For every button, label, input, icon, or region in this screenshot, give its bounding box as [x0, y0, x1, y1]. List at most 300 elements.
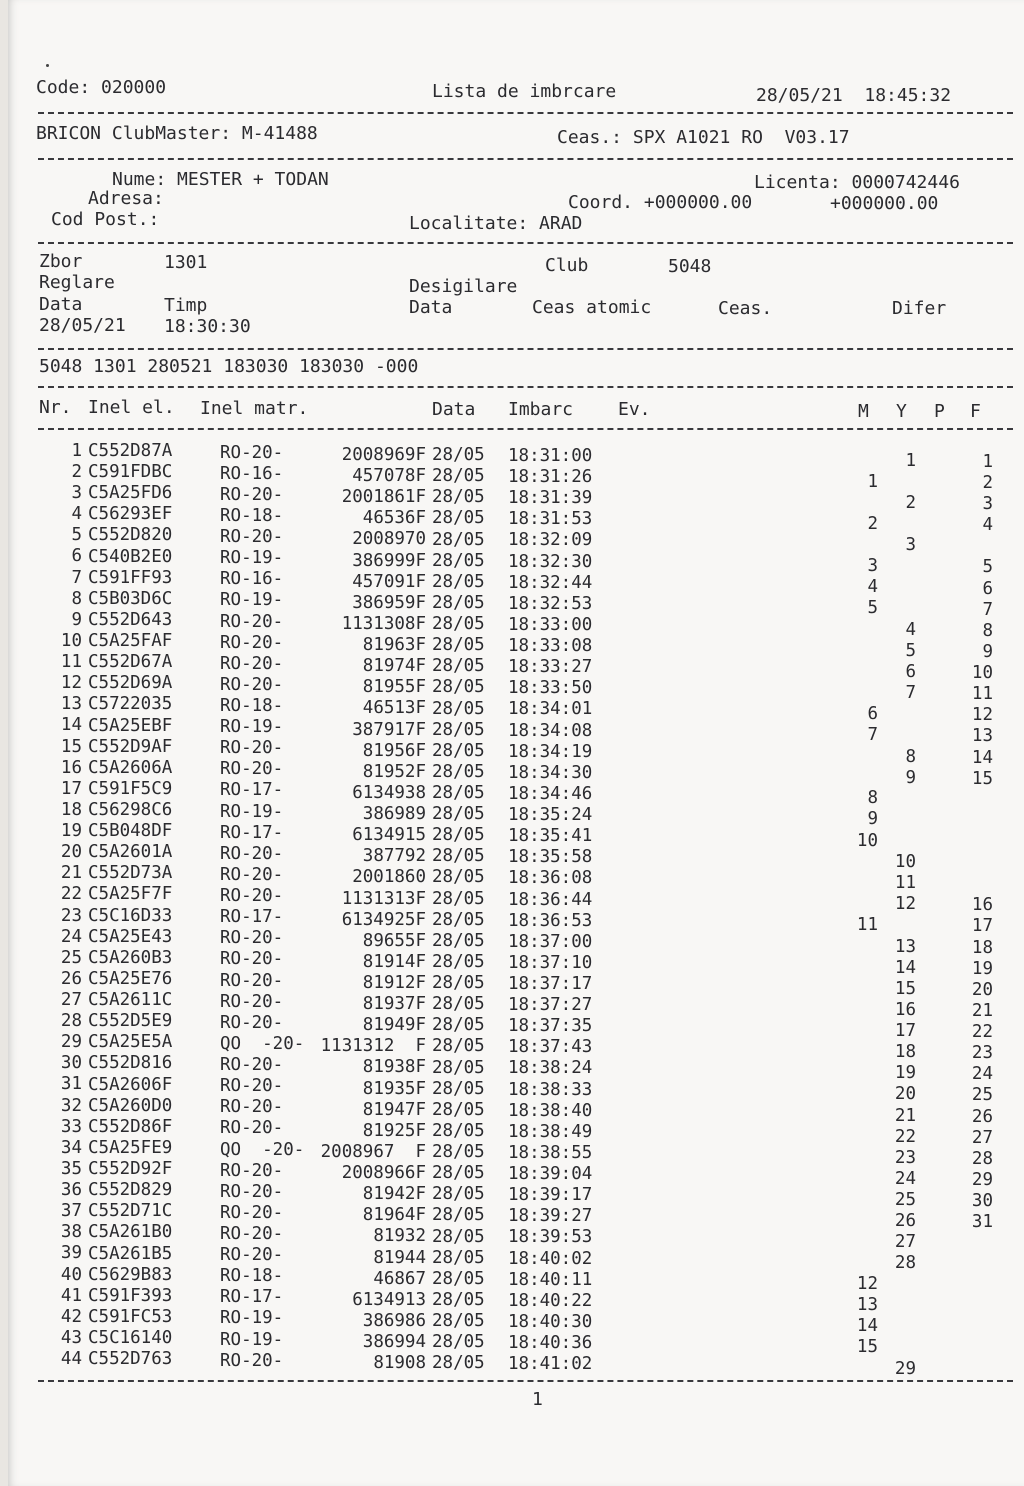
page-number: 1 [532, 1389, 543, 1410]
ring-number: 6134915 [352, 825, 426, 846]
electronic-ring: C5A2606F [88, 1074, 173, 1095]
col-y: Y [896, 401, 907, 422]
electronic-ring: C591FDBC [88, 462, 173, 483]
arrival-date: 28/05 [432, 719, 485, 740]
electronic-ring: C56298C6 [88, 800, 173, 820]
arrival-date: 28/05 [432, 592, 485, 613]
setting-time: 18:30:30 [164, 316, 251, 337]
col-f-value: 31 [971, 1212, 993, 1233]
ring-prefix: RO-18- [220, 505, 284, 526]
ring-prefix: RO-16- [220, 569, 284, 590]
ring-number: 81912F [362, 973, 426, 994]
col-f-value: 10 [971, 663, 993, 684]
col-y-value: 19 [894, 1063, 916, 1084]
arrival-date: 28/05 [432, 973, 485, 994]
printout-page [8, 0, 1024, 1486]
row-number: 31 [60, 1074, 82, 1095]
arrival-time: 18:34:08 [508, 720, 593, 741]
ring-prefix: RO-19- [220, 590, 284, 611]
ring-prefix: RO-20- [220, 1181, 284, 1202]
row-number: 38 [60, 1222, 82, 1243]
arrival-time: 18:39:27 [508, 1206, 593, 1227]
row-number: 4 [71, 504, 82, 525]
ring-prefix: RO-20- [220, 611, 284, 632]
divider [38, 386, 1013, 388]
ring-number: 81947F [362, 1099, 426, 1120]
ring-number: 1131312 F [320, 1036, 426, 1057]
electronic-ring: C5A260D0 [88, 1095, 173, 1116]
col-f-value: 4 [982, 515, 993, 536]
row-number: 21 [60, 863, 82, 884]
arrival-date: 28/05 [432, 1120, 485, 1141]
arrival-time: 18:37:17 [508, 974, 593, 994]
col-y-value: 2 [905, 493, 916, 514]
electronic-ring: C552D829 [88, 1180, 173, 1201]
ring-prefix: RO-20- [220, 949, 284, 970]
row-number: 42 [60, 1306, 82, 1327]
col-f-value: 27 [971, 1127, 993, 1148]
ring-number: 386989 [362, 804, 426, 825]
ring-number: 81944 [373, 1247, 426, 1268]
col-f-value: 26 [971, 1106, 993, 1127]
arrival-time: 18:35:24 [508, 805, 593, 826]
arrival-date: 28/05 [432, 571, 485, 592]
ring-prefix: RO-18- [220, 1266, 284, 1287]
arrival-time: 18:32:44 [508, 572, 593, 593]
row-number: 17 [60, 778, 82, 799]
ring-prefix: RO-18- [220, 695, 284, 716]
row-number: 23 [60, 905, 82, 926]
arrival-date: 28/05 [432, 1099, 485, 1120]
ring-number: 2008966F [341, 1163, 426, 1184]
divider [38, 348, 1013, 350]
electronic-ring: C5B048DF [88, 821, 173, 842]
col-y-value: 4 [905, 619, 916, 640]
electronic-ring: C552D763 [88, 1349, 173, 1370]
arrival-time: 18:33:50 [508, 678, 593, 699]
electronic-ring: C552D5E9 [88, 1011, 173, 1032]
row-number: 32 [60, 1095, 82, 1116]
row-number: 3 [71, 483, 82, 504]
arrival-date: 28/05 [432, 1205, 485, 1226]
ring-prefix: RO-20- [220, 1350, 284, 1371]
arrival-time: 18:39:53 [508, 1227, 593, 1248]
arrival-time: 18:37:43 [508, 1037, 593, 1058]
electronic-ring: C5A25EBF [88, 715, 173, 736]
difference-label: Difer [892, 298, 947, 319]
col-m-value: 4 [867, 577, 878, 598]
ring-number: 2001861F [341, 487, 426, 508]
electronic-ring: C540B2E0 [88, 546, 173, 567]
electronic-ring: C552D67A [88, 652, 173, 673]
arrival-time: 18:33:27 [508, 657, 593, 678]
ring-prefix: RO-20- [220, 738, 284, 759]
col-data: Data [432, 399, 476, 420]
ring-number: 1131308F [341, 613, 426, 634]
arrival-time: 18:40:11 [508, 1269, 593, 1290]
ring-number: 46867 [373, 1268, 426, 1289]
arrival-date: 28/05 [432, 909, 485, 930]
paper-mark [46, 64, 49, 67]
col-m-value: 8 [867, 788, 878, 809]
ring-number: 46513F [362, 698, 426, 719]
ring-prefix: RO-20- [220, 674, 284, 695]
arrival-time: 18:40:22 [508, 1290, 593, 1311]
ring-number: 386994 [362, 1332, 426, 1353]
col-imbarc: Imbarc [508, 399, 574, 420]
col-m-value: 13 [856, 1295, 878, 1316]
arrival-date: 28/05 [432, 1332, 485, 1353]
arrival-time: 18:32:09 [508, 530, 593, 551]
arrival-time: 18:38:33 [508, 1079, 593, 1100]
ring-number: 81974F [362, 656, 426, 677]
arrival-date: 28/05 [432, 1247, 485, 1268]
arrival-date: 28/05 [432, 614, 485, 635]
col-m-value: 7 [867, 725, 878, 745]
time-label: Timp [164, 295, 208, 316]
electronic-ring: C591FF93 [88, 567, 173, 588]
arrival-time: 18:41:02 [508, 1354, 593, 1375]
electronic-ring: C5A2611C [88, 990, 173, 1011]
col-f-value: 24 [971, 1064, 993, 1085]
ring-number: 81938F [362, 1057, 426, 1078]
arrival-time: 18:33:08 [508, 636, 593, 657]
col-y-value: 29 [894, 1359, 916, 1380]
ring-number: 46536F [362, 508, 426, 529]
col-f-value: 30 [971, 1191, 993, 1212]
arrival-time: 18:36:08 [508, 868, 593, 889]
ring-prefix: RO-20- [220, 632, 284, 653]
col-y-value: 20 [894, 1084, 916, 1105]
col-f-value: 15 [971, 768, 993, 789]
ring-number: 386986 [362, 1310, 426, 1331]
row-number: 9 [71, 609, 82, 630]
arrival-date: 28/05 [432, 846, 485, 867]
col-y-value: 17 [894, 1021, 916, 1042]
arrival-date: 28/05 [432, 951, 485, 972]
electronic-ring: C5629B83 [88, 1264, 173, 1285]
arrival-date: 28/05 [432, 1057, 485, 1078]
arrival-date: 28/05 [432, 677, 485, 698]
ring-number: 81908 [373, 1353, 426, 1374]
unsealing-date-label: Data [409, 297, 453, 318]
ring-number: 386959F [352, 592, 426, 613]
arrival-date: 28/05 [432, 466, 485, 487]
code-label: Code: 020000 [36, 77, 167, 98]
row-number: 11 [60, 652, 82, 673]
ring-number: 81937F [362, 994, 426, 1015]
atomic-clock-label: Ceas atomic [532, 297, 652, 318]
col-nr: Nr. [39, 397, 72, 418]
row-number: 12 [60, 673, 82, 694]
ring-number: 387792 [362, 846, 426, 867]
arrival-time: 18:40:02 [508, 1248, 593, 1269]
club-label: Club [545, 255, 589, 276]
divider [38, 242, 1013, 244]
row-number: 13 [60, 694, 82, 715]
ring-number: 81932 [373, 1226, 426, 1247]
address-label: Adresa: [88, 188, 164, 209]
arrival-time: 18:33:00 [508, 614, 593, 635]
col-f-value: 7 [982, 599, 993, 620]
arrival-date: 28/05 [432, 1353, 485, 1374]
electronic-ring: C5B03D6C [88, 588, 173, 609]
ring-prefix: RO-20- [220, 970, 284, 991]
arrival-date: 28/05 [432, 867, 485, 888]
col-f-value: 14 [971, 747, 993, 768]
document-title: Lista de imbrcare [432, 81, 617, 102]
arrival-date: 28/05 [432, 1163, 485, 1184]
col-y-value: 25 [894, 1190, 916, 1211]
ring-prefix: RO-20- [220, 759, 284, 780]
locality: Localitate: ARAD [409, 213, 583, 234]
ring-prefix: RO-19- [220, 717, 284, 738]
ring-prefix: RO-20- [220, 1097, 284, 1118]
col-y-value: 23 [894, 1147, 916, 1168]
row-number: 7 [71, 567, 82, 588]
arrival-time: 18:32:30 [508, 551, 593, 572]
arrival-time: 18:32:53 [508, 593, 593, 614]
arrival-time: 18:31:00 [508, 446, 593, 466]
electronic-ring: C552D816 [88, 1053, 173, 1074]
ring-prefix: RO-19- [220, 1329, 284, 1350]
ring-number: 81955F [362, 677, 426, 698]
arrival-date: 28/05 [432, 994, 485, 1015]
arrival-time: 18:38:55 [508, 1142, 593, 1163]
ring-prefix: RO-17- [220, 780, 284, 801]
col-y-value: 14 [894, 957, 916, 978]
electronic-ring: C5C16140 [88, 1328, 173, 1348]
ring-number: 386999F [352, 550, 426, 571]
owner-name: Nume: MESTER + TODAN [112, 169, 329, 190]
arrival-date: 28/05 [432, 550, 485, 571]
col-m-value: 5 [867, 598, 878, 619]
electronic-ring: C5A25F7F [88, 884, 173, 905]
row-number: 44 [60, 1349, 82, 1370]
ring-prefix: RO-20- [220, 653, 284, 674]
electronic-ring: C552D643 [88, 609, 173, 630]
electronic-ring: C552D73A [88, 863, 173, 884]
col-y-value: 24 [894, 1168, 916, 1189]
col-inel-matr: Inel matr. [200, 398, 309, 419]
ring-number: 81914F [362, 951, 426, 972]
col-y-value: 27 [894, 1232, 916, 1253]
electronic-ring: C5A2601A [88, 842, 173, 863]
arrival-date: 28/05 [432, 635, 485, 656]
ring-number: 2001860 [352, 867, 426, 888]
col-y-value: 1 [905, 450, 916, 471]
ring-number: 457078F [352, 466, 426, 487]
electronic-ring: C5A25E43 [88, 926, 173, 947]
col-m-value: 12 [856, 1274, 878, 1295]
clock-label: Ceas. [718, 298, 773, 319]
ring-prefix: RO-20- [220, 484, 284, 505]
arrival-time: 18:31:53 [508, 509, 593, 530]
col-m-value: 10 [856, 830, 878, 851]
ring-prefix: RO-19- [220, 548, 284, 569]
col-m-value: 9 [867, 809, 878, 830]
arrival-time: 18:38:40 [508, 1100, 593, 1121]
arrival-time: 18:37:35 [508, 1016, 593, 1037]
arrival-date: 28/05 [432, 740, 485, 761]
col-f-value: 13 [971, 726, 993, 747]
divider [38, 158, 1013, 160]
arrival-date: 28/05 [432, 930, 485, 951]
arrival-time: 18:34:01 [508, 699, 593, 720]
ring-prefix: RO-20- [220, 864, 284, 885]
divider [38, 112, 1013, 114]
ring-number: 89655F [362, 930, 426, 951]
arrival-date: 28/05 [432, 1036, 485, 1057]
row-number: 33 [60, 1116, 82, 1137]
ring-prefix: RO-20- [220, 1223, 284, 1244]
row-number: 28 [60, 1011, 82, 1032]
ring-number: 81925F [362, 1120, 426, 1141]
arrival-time: 18:37:00 [508, 931, 593, 952]
row-number: 20 [60, 842, 82, 863]
col-m: M [858, 401, 869, 422]
arrival-date: 28/05 [432, 1226, 485, 1247]
col-y-value: 12 [894, 894, 916, 915]
row-number: 15 [60, 736, 82, 757]
row-number: 19 [60, 821, 82, 842]
arrival-date: 28/05 [432, 1142, 485, 1163]
electronic-ring: C591FC53 [88, 1306, 173, 1327]
ring-prefix: RO-20- [220, 1055, 284, 1076]
arrival-date: 28/05 [432, 783, 485, 803]
col-m-value: 3 [867, 556, 878, 577]
col-f-value: 19 [971, 958, 993, 979]
arrival-time: 18:35:58 [508, 847, 593, 868]
arrival-time: 18:38:49 [508, 1121, 593, 1142]
ring-prefix: RO-16- [220, 463, 284, 484]
row-number: 14 [60, 715, 82, 736]
row-number: 36 [60, 1180, 82, 1201]
col-m-value: 11 [856, 915, 878, 936]
col-f-value: 18 [971, 937, 993, 958]
ring-prefix: RO-20- [220, 1076, 284, 1097]
arrival-date: 28/05 [432, 761, 485, 782]
ring-prefix: RO-17- [220, 822, 284, 843]
row-number: 37 [60, 1201, 82, 1222]
col-y-value: 28 [894, 1253, 916, 1274]
col-y-value: 18 [894, 1042, 916, 1063]
col-m-value: 15 [856, 1337, 878, 1358]
col-y-value: 11 [894, 873, 916, 894]
coordinates-2: +000000.00 [830, 193, 939, 214]
col-y-value: 5 [905, 640, 916, 661]
row-number: 41 [60, 1285, 82, 1306]
clock-info: Ceas.: SPX A1021 RO V03.17 [557, 127, 850, 148]
ring-prefix: RO-17- [220, 1287, 284, 1308]
col-f-value: 11 [971, 684, 993, 705]
setting-date: 28/05/21 [39, 315, 126, 336]
arrival-date: 28/05 [432, 1015, 485, 1036]
arrival-time: 18:39:17 [508, 1185, 593, 1206]
col-m-value: 2 [867, 513, 878, 534]
divider [38, 428, 1013, 430]
col-ev: Ev. [618, 399, 651, 420]
row-number: 6 [71, 546, 82, 567]
electronic-ring: C552D87A [88, 440, 173, 461]
row-number: 27 [60, 990, 82, 1010]
col-f-value: 28 [971, 1148, 993, 1169]
ring-prefix: RO-20- [220, 1012, 284, 1033]
ring-number: 457091F [352, 571, 426, 592]
row-number: 18 [60, 799, 82, 820]
postal-code-label: Cod Post.: [51, 209, 160, 230]
col-f-value: 12 [971, 705, 993, 726]
row-number: 39 [60, 1243, 82, 1264]
electronic-ring: C552D9AF [88, 736, 173, 757]
row-number: 16 [60, 757, 82, 778]
arrival-time: 18:38:24 [508, 1058, 593, 1079]
row-number: 22 [60, 884, 82, 905]
electronic-ring: C5A261B0 [88, 1222, 173, 1243]
arrival-date: 28/05 [432, 804, 485, 825]
electronic-ring: C56293EF [88, 504, 173, 525]
col-y-value: 6 [905, 662, 916, 683]
row-number: 8 [71, 588, 82, 609]
ring-number: 81952F [362, 761, 426, 782]
coordinates: Coord. +000000.00 [568, 192, 753, 213]
arrival-date: 28/05 [432, 1184, 485, 1205]
arrival-time: 18:31:26 [508, 467, 593, 488]
divider [38, 1380, 1013, 1382]
date-label: Data [39, 294, 83, 315]
row-number: 5 [71, 525, 82, 546]
col-y-value: 9 [905, 767, 916, 788]
arrival-date: 28/05 [432, 656, 485, 677]
electronic-ring: C552D92F [88, 1159, 173, 1180]
row-number: 26 [60, 968, 82, 989]
col-f-value: 22 [971, 1022, 993, 1043]
club-number: 5048 [668, 256, 712, 277]
ring-prefix: RO-20- [220, 442, 284, 463]
row-number: 2 [71, 462, 82, 482]
ring-number: 6134938 [352, 782, 426, 803]
col-f-value: 17 [971, 916, 993, 937]
ring-prefix: RO-20- [220, 1118, 284, 1139]
ring-number: 6134913 [352, 1289, 426, 1310]
arrival-time: 18:35:41 [508, 826, 593, 847]
arrival-time: 18:34:46 [508, 783, 593, 804]
print-datetime: 28/05/21 18:45:32 [756, 85, 952, 106]
row-number: 35 [60, 1158, 82, 1179]
ring-number: 2008969F [341, 445, 426, 466]
col-y-value: 13 [894, 936, 916, 957]
ring-prefix: RO-20- [220, 1245, 284, 1266]
arrival-date: 28/05 [432, 698, 485, 719]
col-f-value: 1 [982, 451, 993, 472]
arrival-date: 28/05 [432, 1311, 485, 1331]
ring-number: 2008970 [352, 529, 426, 550]
electronic-ring: C552D86F [88, 1116, 173, 1137]
ring-number: 387917F [352, 719, 426, 740]
ring-prefix: RO-20- [220, 843, 284, 864]
electronic-ring: C5A25E5A [88, 1032, 173, 1053]
arrival-date: 28/05 [432, 1289, 485, 1310]
electronic-ring: C591F393 [88, 1285, 173, 1306]
arrival-time: 18:34:19 [508, 741, 593, 762]
electronic-ring: C5C16D33 [88, 905, 173, 926]
ring-prefix: RO-19- [220, 801, 284, 822]
col-f-value: 29 [971, 1169, 993, 1190]
row-number: 10 [60, 630, 82, 651]
arrival-date: 28/05 [432, 529, 485, 550]
col-m-value: 1 [867, 471, 878, 492]
col-y-value: 15 [894, 978, 916, 999]
